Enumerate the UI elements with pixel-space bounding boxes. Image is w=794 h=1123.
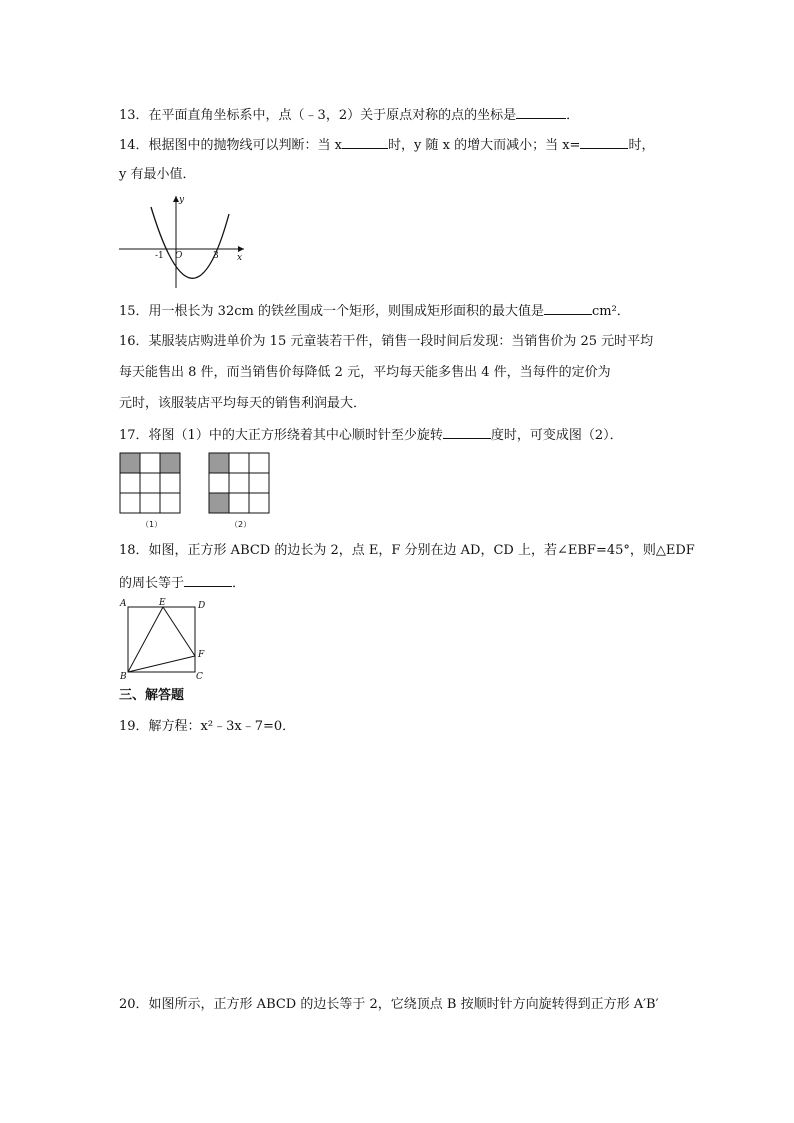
tick-label-pos: 3 bbox=[213, 251, 219, 261]
x-axis-arrow-icon bbox=[238, 246, 244, 252]
question-20: 20．如图所示，正方形 ABCD 的边长等于 2，它绕顶点 B 按顺时针方向旋转得到正方形 A′B′ bbox=[119, 997, 659, 1012]
figure-2-caption: （2） bbox=[230, 520, 252, 529]
segment-ef bbox=[163, 607, 195, 656]
x-axis-label: x bbox=[237, 253, 243, 263]
question-14-continued: y 有最小值． bbox=[119, 167, 196, 182]
question-16-line2: 每天能售出 8 件，而当销售价每降低 2 元，平均每天能多售出 4 件，当每件的定价为 bbox=[119, 365, 611, 380]
figure-1-caption: （1） bbox=[141, 520, 163, 529]
answer-blank[interactable] bbox=[516, 106, 566, 119]
question-16-line1: 16．某服装店购进单价为 15 元童装若干件，销售一段时间后发现：当销售价为 25 元时平均 bbox=[119, 334, 654, 349]
point-e-label: E bbox=[159, 598, 166, 608]
answer-blank[interactable] bbox=[342, 136, 388, 149]
question-16-line3: 元时，该服装店平均每天的销售利润最大． bbox=[119, 396, 367, 411]
question-13-text: 13．在平面直角坐标系中，点（﹣3，2）关于原点对称的点的坐标是 bbox=[119, 108, 517, 123]
rotation-figures bbox=[119, 452, 279, 532]
origin-label: O bbox=[175, 251, 183, 261]
grid-figure-1 bbox=[120, 453, 180, 513]
section-title: 三、解答题 bbox=[119, 688, 185, 703]
vertex-b-label: B bbox=[120, 672, 127, 682]
question-18-line2: 的周长等于 ． bbox=[119, 576, 246, 591]
y-axis-label: y bbox=[179, 195, 185, 205]
answer-blank[interactable] bbox=[580, 136, 628, 149]
question-13: 13．在平面直角坐标系中，点（﹣3，2）关于原点对称的点的坐标是 ． bbox=[119, 108, 580, 123]
vertex-c-label: C bbox=[196, 672, 203, 682]
question-19: 19．解方程：x²﹣3x﹣7=0． bbox=[119, 719, 296, 734]
point-f-label: F bbox=[198, 650, 205, 660]
square-abcd bbox=[128, 607, 195, 672]
question-14: 14．根据图中的抛物线可以判断：当 x 时，y 随 x 的增大而减小；当 x= 时， bbox=[119, 138, 655, 153]
question-14-text: 14．根据图中的抛物线可以判断：当 x bbox=[119, 138, 343, 153]
parabola-figure bbox=[119, 192, 249, 292]
square-figure bbox=[118, 597, 218, 682]
question-17-text: 17．将图（1）中的大正方形绕着其中心顺时针至少旋转 bbox=[119, 428, 443, 443]
question-18-line1: 18．如图，正方形 ABCD 的边长为 2，点 E，F 分别在边 AD，CD 上，若∠EBF=45°，则△EDF bbox=[119, 543, 695, 558]
question-17: 17．将图（1）中的大正方形绕着其中心顺时针至少旋转 度时，可变成图（2）． bbox=[119, 428, 623, 443]
segment-bf bbox=[128, 656, 195, 672]
vertex-a-label: A bbox=[120, 599, 127, 609]
answer-blank[interactable] bbox=[443, 426, 491, 439]
question-15-text: 15．用一根长为 32cm 的铁丝围成一个矩形，则围成矩形面积的最大值是 bbox=[119, 304, 544, 319]
parabola-curve bbox=[151, 207, 229, 278]
question-15: 15．用一根长为 32cm 的铁丝围成一个矩形，则围成矩形面积的最大值是 cm²． bbox=[119, 304, 630, 319]
tick-label-neg: -1 bbox=[155, 251, 164, 261]
segment-be bbox=[128, 607, 163, 672]
answer-blank[interactable] bbox=[184, 574, 232, 587]
answer-blank[interactable] bbox=[544, 302, 592, 315]
vertex-d-label: D bbox=[198, 601, 206, 611]
grid-figure-2 bbox=[209, 453, 269, 513]
